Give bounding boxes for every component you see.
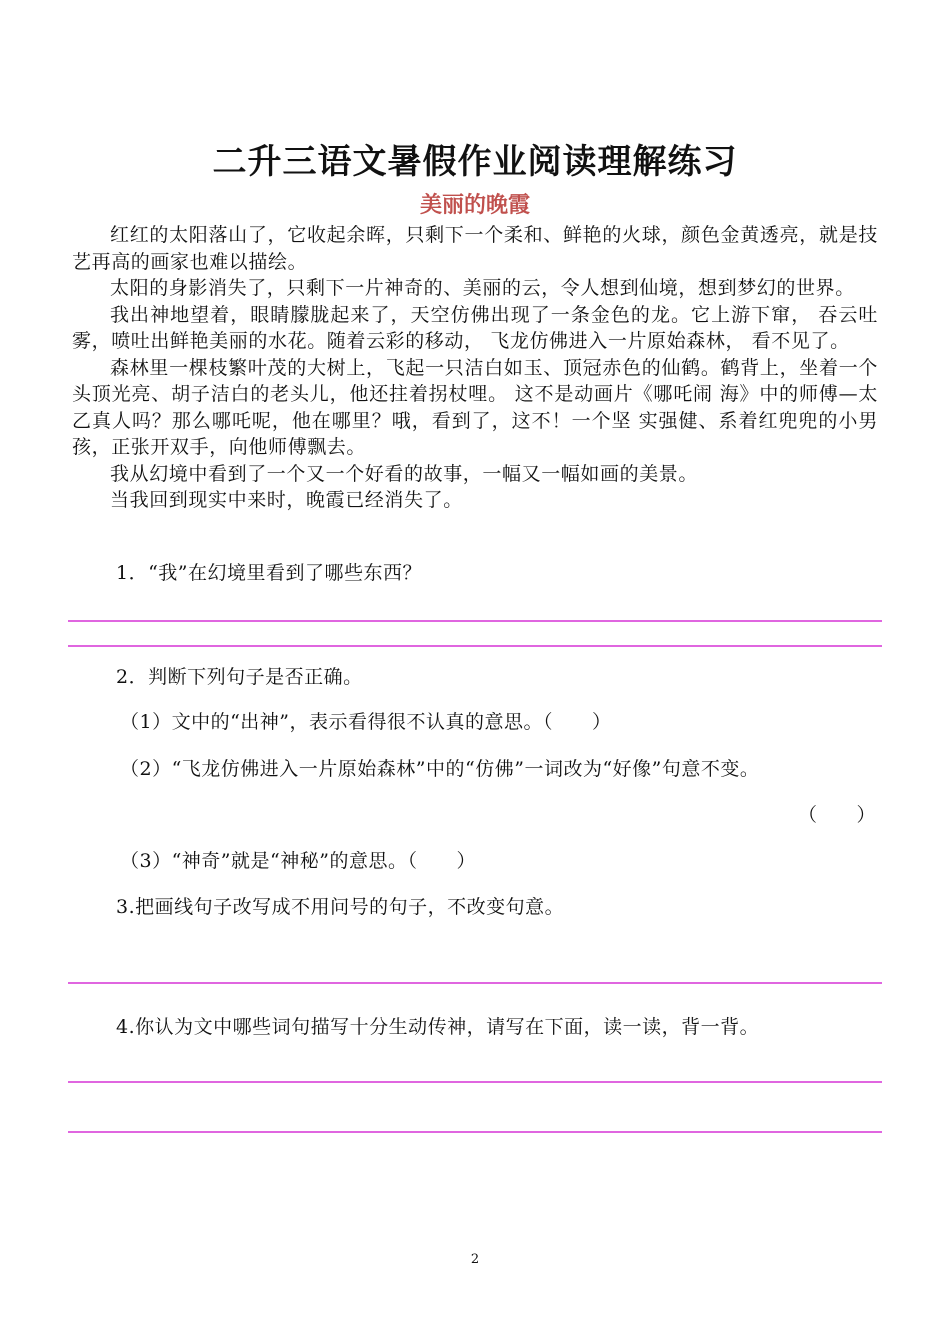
passage-paragraph-5: 我从幻境中看到了一个又一个好看的故事，一幅又一幅如画的美景。 <box>110 462 699 485</box>
question-2: 2．判断下列句子是否正确。 <box>116 666 363 688</box>
reading-passage <box>72 222 878 514</box>
question-2-item-1: （1）文中的“出神”，表示看得很不认真的意思。（ ） <box>120 711 612 733</box>
question-2-item-3: （3）“神奇”就是“神秘”的意思。（ ） <box>120 850 476 872</box>
question-1: 1．“我”在幻境里看到了哪些东西？ <box>116 562 423 584</box>
answer-line-q1-b[interactable] <box>68 645 882 647</box>
question-2-item-2: （2）“飞龙仿佛进入一片原始森林”中的“仿佛”一词改为“好像”句意不变。 <box>120 758 760 780</box>
question-3: 3.把画线句子改写成不用问号的句子，不改变句意。 <box>116 896 565 918</box>
page-number: 2 <box>470 1252 480 1267</box>
question-4: 4.你认为文中哪些词句描写十分生动传神，请写在下面，读一读，背一背。 <box>116 1016 760 1038</box>
answer-line-q1-a[interactable] <box>68 620 882 622</box>
question-2-item-2-answer-bracket[interactable]: （ ） <box>798 804 877 826</box>
answer-line-q4-a[interactable] <box>68 1081 882 1083</box>
passage-paragraph-4: 森林里一棵枝繁叶茂的大树上，飞起一只洁白如玉、顶冠赤色的仙鹤。鹤背上，坐着一个头顶光亮、胡子洁白的老头儿，他还拄着拐杖哩。 这不是动画片《哪吒闹 海》中的师傅—太乙真人吗？那么哪吒呢，他在哪里？哦，看到了，这不！一个坚 实强健、系着红兜兜的小男孩，正张开双手，向他师傅飘去。 <box>72 356 878 458</box>
passage-paragraph-1: 红红的太阳落山了，它收起余晖，只剩下一个柔和、鲜艳的火球，颜色金黄透亮，就是技艺再高的画家也难以描绘。 <box>72 224 878 273</box>
passage-paragraph-6: 当我回到现实中来时，晚霞已经消失了。 <box>110 489 463 511</box>
passage-paragraph-2: 太阳的身影消失了，只剩下一片神奇的、美丽的云，令人想到仙境，想到梦幻的世界。 <box>110 277 855 299</box>
passage-paragraph-3: 我出神地望着，眼睛朦胧起来了，天空仿佛出现了一条金色的龙。它上游下窜， 吞云吐雾，喷吐出鲜艳美丽的水花。随着云彩的移动， 飞龙仿佛进入一片原始森林， 看不见了。 <box>72 303 878 352</box>
story-title: 美丽的晚霞 <box>419 193 530 218</box>
page-title: 二升三语文暑假作业阅读理解练习 <box>212 142 738 182</box>
answer-line-q4-b[interactable] <box>68 1131 882 1133</box>
answer-line-q3[interactable] <box>68 982 882 984</box>
